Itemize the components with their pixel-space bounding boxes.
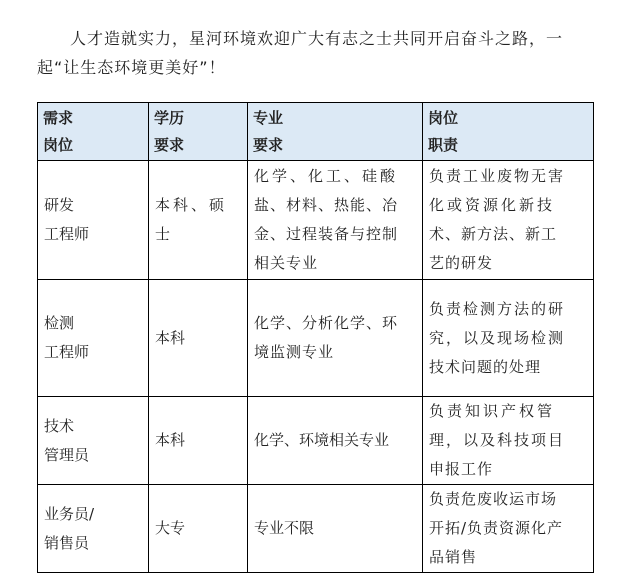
duties-line: 申报工作 [429, 460, 494, 478]
cell-major [248, 485, 423, 573]
position-line: 技术 [44, 416, 75, 435]
major-line: 盐、材料、热能、冶 [254, 196, 399, 214]
major-line: 专业不限 [254, 519, 315, 537]
major-line: 化学、化工、硅酸 [254, 167, 399, 185]
position-line: 检测 [44, 314, 75, 332]
recruitment-table [37, 102, 594, 573]
duties-line: 品销售 [429, 548, 478, 566]
cell-duties [423, 397, 594, 485]
cell-education [149, 161, 248, 280]
intro-paragraph [37, 24, 597, 82]
duties-line: 负责工业废物无害 [429, 167, 566, 185]
header-education-line-2: 要求 [154, 136, 185, 154]
major-line: 金、过程装备与控制 [254, 225, 399, 243]
table-row [38, 485, 594, 573]
position-line: 工程师 [44, 225, 90, 243]
position-line: 工程师 [44, 343, 90, 361]
cell-education [149, 485, 248, 573]
header-duties-line-2: 职责 [428, 136, 459, 154]
duties-line: 术、新方法、新工 [429, 225, 558, 243]
cell-position [38, 161, 149, 280]
cell-education [149, 397, 248, 485]
table-row [38, 161, 594, 280]
duties-line: 究，以及现场检测 [429, 328, 566, 347]
header-duties [423, 103, 594, 161]
education-line: 本科 [155, 328, 186, 347]
duties-line: 负责危废收运市场 [429, 490, 558, 508]
major-line: 化学、分析化学、环 [254, 314, 399, 332]
intro-line-2: 起“让生态环境更美好”！ [37, 58, 226, 77]
header-major-line-2: 要求 [253, 136, 284, 154]
position-line: 业务员/ [44, 504, 95, 523]
cell-major [248, 161, 423, 280]
header-position-line-2: 岗位 [43, 136, 74, 154]
header-position [38, 103, 149, 161]
cell-education [149, 280, 248, 397]
cell-duties [423, 161, 594, 280]
major-line: 化学、环境相关专业 [254, 431, 390, 449]
duties-line: 化或资源化新技 [429, 196, 556, 214]
header-education-line-1: 学历 [154, 109, 185, 127]
header-major [248, 103, 423, 161]
header-education [149, 103, 248, 161]
cell-duties [423, 485, 594, 573]
intro-line-1: 人才造就实力，星河环境欢迎广大有志之士共同开启奋斗之路，一 [70, 29, 564, 48]
position-line: 销售员 [44, 533, 90, 552]
duties-line: 开拓/负责资源化产 [429, 519, 564, 537]
duties-line: 负责知识产权管 [429, 402, 556, 420]
education-line: 士 [155, 225, 171, 243]
cell-position [38, 280, 149, 397]
position-line: 管理员 [44, 445, 90, 464]
table-row [38, 397, 594, 485]
position-line: 研发 [44, 196, 75, 214]
education-line: 本科 [155, 431, 186, 449]
table-header-row [38, 103, 594, 161]
cell-position [38, 397, 149, 485]
table-row [38, 280, 594, 397]
duties-line: 艺的研发 [429, 254, 494, 272]
education-line: 大专 [155, 519, 186, 537]
major-line: 相关专业 [254, 254, 319, 272]
cell-position [38, 485, 149, 573]
cell-duties [423, 280, 594, 397]
duties-line: 负责检测方法的研 [429, 299, 566, 318]
education-line: 本科、硕 [155, 196, 228, 214]
header-major-line-1: 专业 [253, 109, 284, 127]
major-line: 境监测专业 [254, 343, 335, 361]
cell-major [248, 280, 423, 397]
cell-major [248, 397, 423, 485]
header-position-line-1: 需求 [43, 109, 74, 127]
duties-line: 技术问题的处理 [429, 357, 542, 376]
header-duties-line-1: 岗位 [428, 109, 459, 127]
duties-line: 理，以及科技项目 [429, 431, 566, 449]
